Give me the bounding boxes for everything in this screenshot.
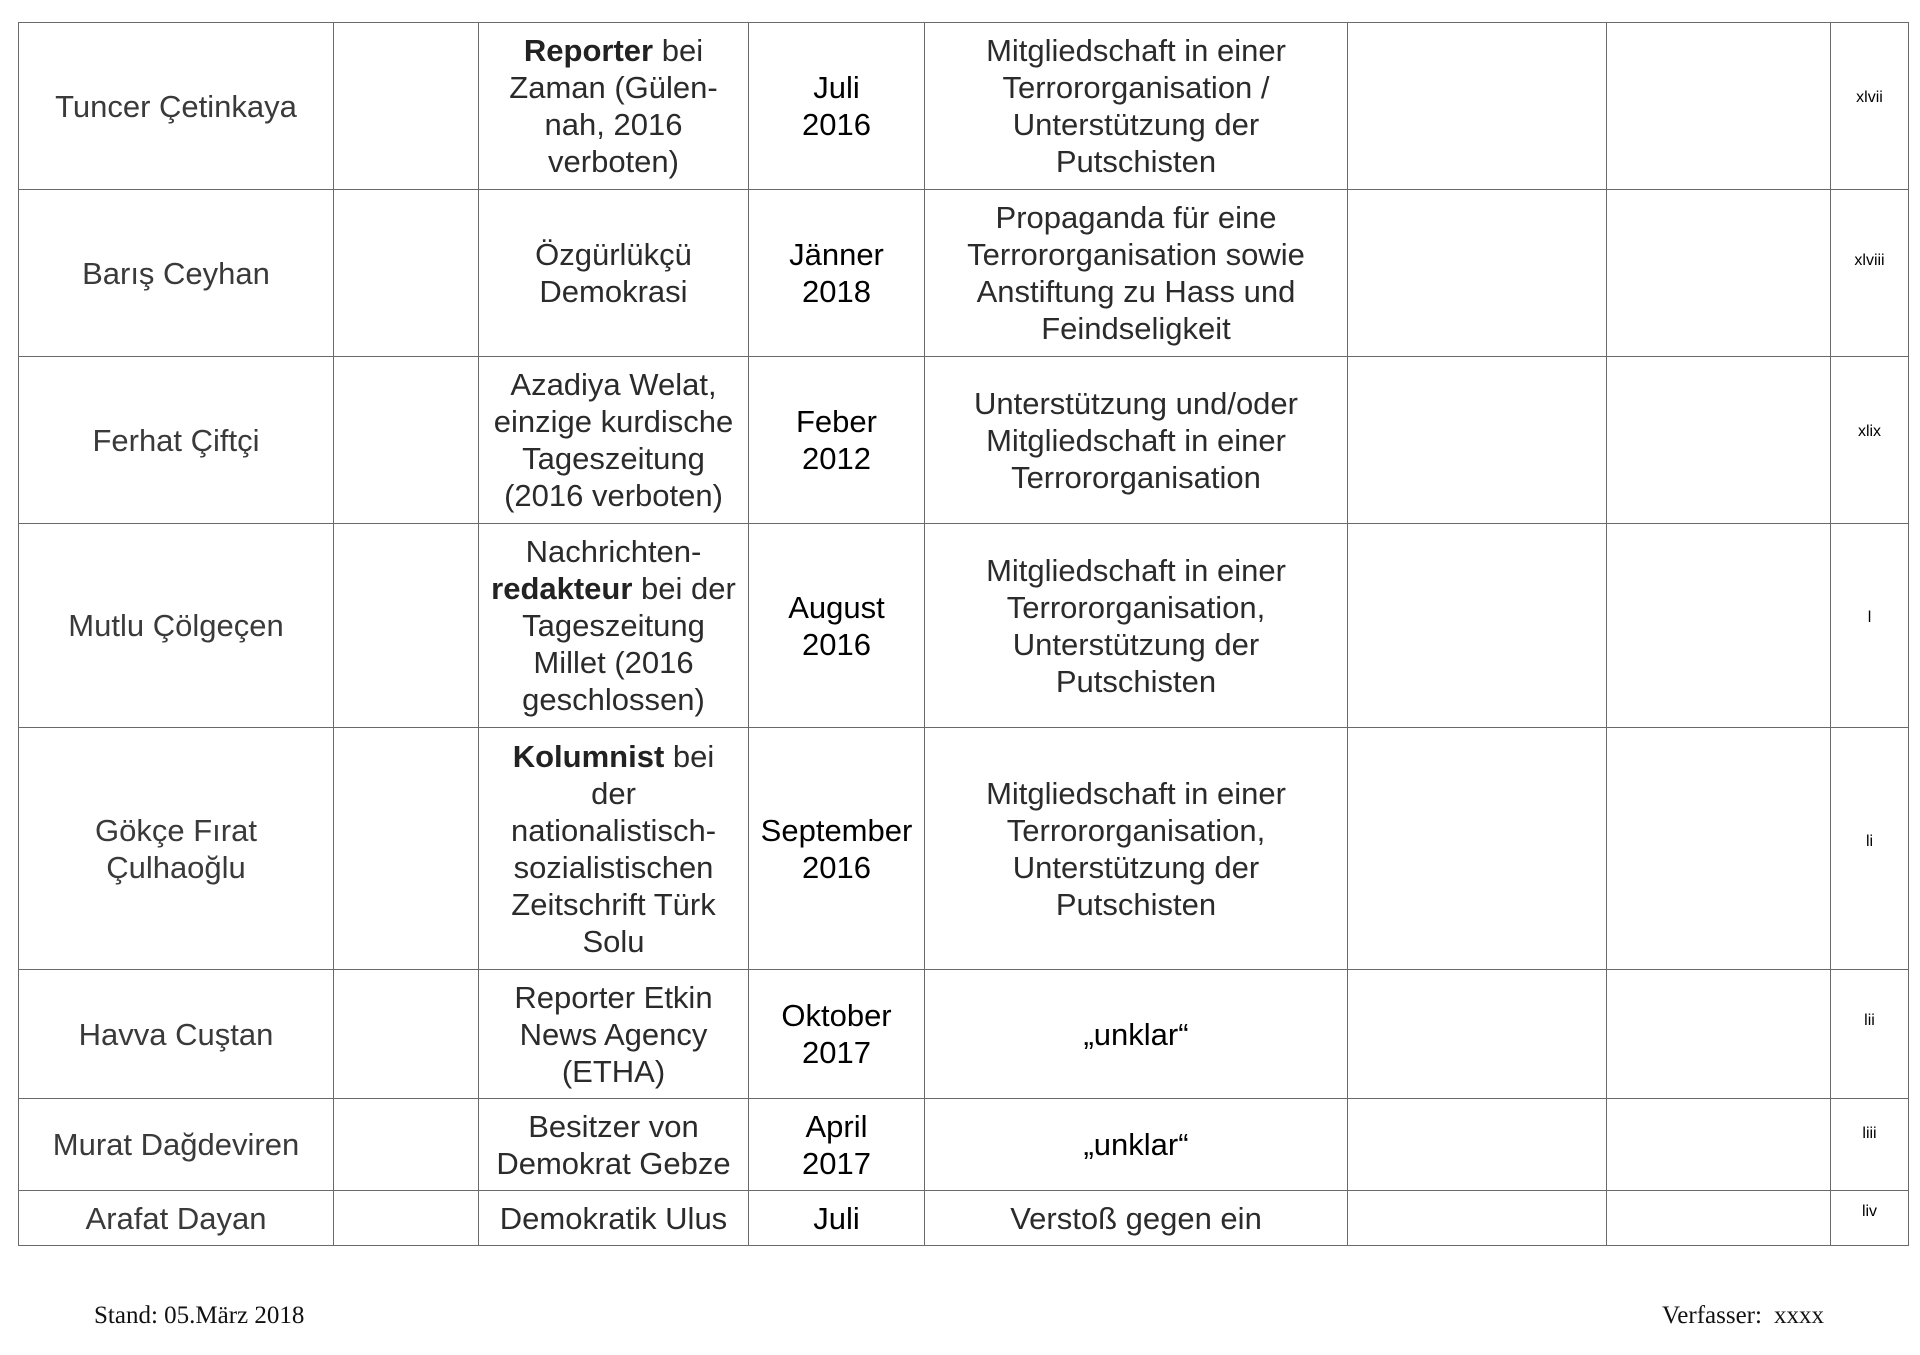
charge-cell: Unterstützung und/oder Mitgliedschaft in einer Terrororganisation (925, 357, 1348, 524)
medium-cell (479, 357, 749, 524)
table-row (19, 1099, 1909, 1191)
empty-cell (334, 1191, 479, 1246)
journalists-table (18, 22, 1909, 1246)
table-row (19, 524, 1909, 728)
table-row (19, 23, 1909, 190)
medium-bold: Kolumnist (512, 738, 665, 774)
endnote-cell (1831, 23, 1909, 190)
date-cell: Juli (749, 1191, 925, 1246)
medium-cell (479, 1099, 749, 1191)
name-cell: Havva Cuştan (19, 970, 334, 1099)
empty-cell (1607, 1099, 1831, 1191)
empty-cell (334, 728, 479, 970)
empty-cell (1348, 190, 1607, 357)
date-cell: August 2016 (749, 524, 925, 728)
endnote-cell (1831, 1099, 1909, 1191)
name-cell: Murat Dağdeviren (19, 1099, 334, 1191)
date-cell: April 2017 (749, 1099, 925, 1191)
medium-bold: redakteur (491, 571, 633, 606)
footer-date: Stand: 05.März 2018 (94, 1302, 305, 1329)
medium-cell (479, 23, 749, 190)
medium-text: Özgürlükçü Demokrasi (535, 237, 692, 309)
empty-cell (1607, 1191, 1831, 1246)
empty-cell (1607, 357, 1831, 524)
empty-cell (334, 190, 479, 357)
empty-cell (1348, 970, 1607, 1099)
endnote-ref: xlviii (1854, 252, 1885, 269)
name-cell: Gökçe Fırat Çulhaoğlu (19, 728, 334, 970)
charge-cell: „unklar“ (925, 970, 1348, 1099)
empty-cell (334, 524, 479, 728)
charge-cell: Propaganda für eine Terrororganisation sowie Anstiftung zu Hass und Feindseligkeit (925, 190, 1348, 357)
endnote-ref: liv (1861, 1203, 1878, 1220)
endnote-ref: xlix (1857, 423, 1882, 440)
empty-cell (1348, 23, 1607, 190)
endnote-cell (1831, 190, 1909, 357)
empty-cell (334, 1099, 479, 1191)
footer-author (1662, 1302, 1824, 1330)
medium-cell (479, 970, 749, 1099)
empty-cell (334, 970, 479, 1099)
medium-text: bei Zaman (Gülen-nah, 2016 verboten) (509, 33, 718, 179)
medium-prefix: Nachrichten- (525, 534, 702, 569)
charge-cell: Verstoß gegen ein (925, 1191, 1348, 1246)
endnote-ref: xlvii (1856, 89, 1883, 106)
name-cell: Tuncer Çetinkaya (19, 23, 334, 190)
table-row (19, 190, 1909, 357)
endnote-ref: li (1865, 833, 1874, 850)
endnote-cell (1831, 1191, 1909, 1246)
empty-cell (1607, 23, 1831, 190)
date-cell: Feber 2012 (749, 357, 925, 524)
medium-text: Reporter Etkin News Agency (ETHA) (514, 979, 713, 1089)
author-label: Verfasser: (1662, 1302, 1762, 1329)
endnote-cell (1831, 728, 1909, 970)
name-cell: Mutlu Çölgeçen (19, 524, 334, 728)
date-cell: Jänner 2018 (749, 190, 925, 357)
medium-text: bei der Tageszeitung Millet (2016 geschlossen) (522, 571, 736, 717)
empty-cell (1348, 1099, 1607, 1191)
name-cell: Arafat Dayan (19, 1191, 334, 1246)
empty-cell (334, 357, 479, 524)
empty-cell (1348, 728, 1607, 970)
empty-cell (1348, 524, 1607, 728)
medium-text: Demokratik Ulus (499, 1200, 728, 1236)
empty-cell (1607, 728, 1831, 970)
medium-cell (479, 524, 749, 728)
empty-cell (1607, 970, 1831, 1099)
endnote-ref: liii (1862, 1125, 1877, 1142)
date-cell: Oktober 2017 (749, 970, 925, 1099)
table-row (19, 728, 1909, 970)
empty-cell (334, 23, 479, 190)
endnote-ref: lii (1864, 1012, 1875, 1029)
charge-cell: Mitgliedschaft in einer Terrororganisation / Unterstützung der Putschisten (925, 23, 1348, 190)
charge-cell: „unklar“ (925, 1099, 1348, 1191)
medium-bold: Reporter (523, 33, 654, 68)
medium-cell (479, 190, 749, 357)
endnote-ref: l (1867, 609, 1872, 626)
name-cell: Ferhat Çiftçi (19, 357, 334, 524)
table-row (19, 1191, 1909, 1246)
endnote-cell (1831, 357, 1909, 524)
charge-cell: Mitgliedschaft in einer Terrororganisation, Unterstützung der Putschisten (925, 728, 1348, 970)
author-value: xxxx (1773, 1302, 1824, 1329)
medium-cell (479, 1191, 749, 1246)
name-cell: Barış Ceyhan (19, 190, 334, 357)
date-cell: September 2016 (749, 728, 925, 970)
table-row (19, 357, 1909, 524)
medium-text: Azadiya Welat, einzige kurdische Tageszeitung (2016 verboten) (493, 367, 734, 513)
table-row (19, 970, 1909, 1099)
medium-cell (479, 728, 749, 970)
date-cell: Juli 2016 (749, 23, 925, 190)
charge-cell: Mitgliedschaft in einer Terrororganisation, Unterstützung der Putschisten (925, 524, 1348, 728)
empty-cell (1348, 357, 1607, 524)
endnote-cell (1831, 524, 1909, 728)
endnote-cell (1831, 970, 1909, 1099)
empty-cell (1607, 190, 1831, 357)
medium-text: Besitzer von Demokrat Gebze (496, 1108, 731, 1181)
medium-text: bei der nationalistisch-sozialistischen Zeitschrift Türk Solu (510, 738, 717, 959)
empty-cell (1607, 524, 1831, 728)
empty-cell (1348, 1191, 1607, 1246)
